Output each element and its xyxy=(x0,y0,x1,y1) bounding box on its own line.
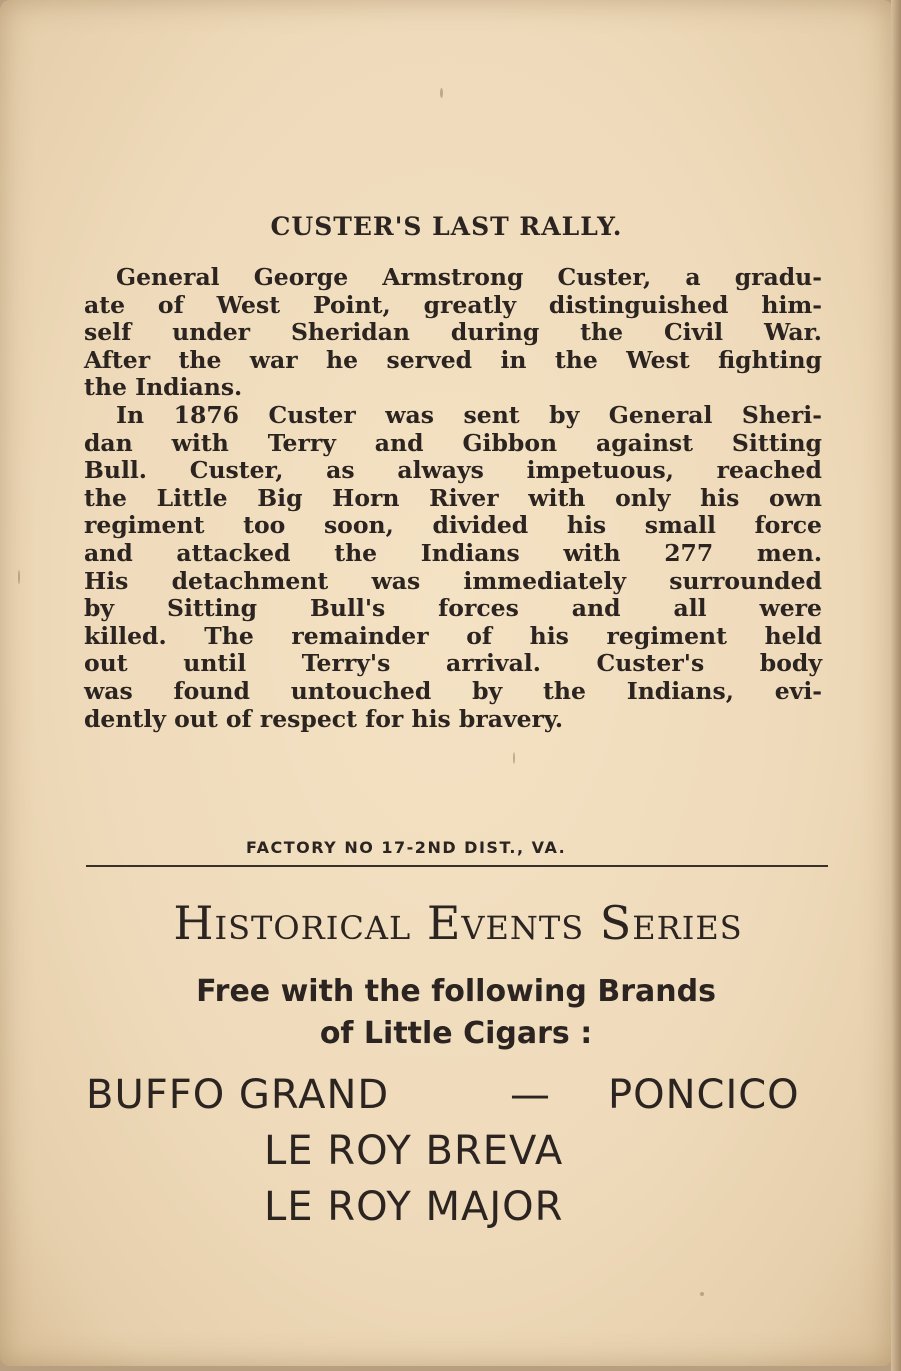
brand-dash: — xyxy=(510,1072,551,1118)
text-line: General George Armstrong Custer, a gradu- xyxy=(116,263,822,291)
brand-poncico: PONCICO xyxy=(608,1072,800,1118)
brand-le-roy-breva: LE ROY BREVA xyxy=(264,1128,564,1174)
text-line: Bull. Custer, as always impetuous, reached xyxy=(84,456,822,485)
text-line: killed. The remainder of his regiment held xyxy=(84,621,822,650)
text-line: dently out of respect for his bravery. xyxy=(84,704,564,733)
brand-le-roy-major: LE ROY MAJOR xyxy=(264,1184,564,1230)
text-line: the Indians. xyxy=(84,373,243,402)
text-line: In 1876 Custer was sent by General Sheri- xyxy=(116,401,822,429)
text-line: ate of West Point, greatly distinguished him- xyxy=(84,290,822,319)
paper-speck xyxy=(18,570,20,584)
text-line: the Little Big Horn River with only his own xyxy=(84,483,822,512)
text-line: and attacked the Indians with 277 men. xyxy=(84,538,822,567)
paragraph-2 xyxy=(84,402,822,733)
paragraph-1 xyxy=(84,264,822,402)
free-line-2: of Little Cigars : xyxy=(319,1016,593,1051)
paper-speck xyxy=(513,752,515,764)
card-edge xyxy=(891,0,901,1371)
text-line: out until Terry's arrival. Custer's body xyxy=(84,649,822,678)
divider xyxy=(86,865,828,867)
text-line: After the war he served in the West fighting xyxy=(84,345,822,374)
series-title: Historical Events Series xyxy=(173,896,743,950)
paper-speck xyxy=(700,1292,704,1296)
page-title: CUSTER'S LAST RALLY. xyxy=(270,212,623,241)
text-line: by Sitting Bull's forces and all were xyxy=(84,594,822,623)
brand-buffo-grand: BUFFO GRAND xyxy=(86,1072,390,1118)
text-line: regiment too soon, divided his small force xyxy=(84,511,822,540)
paper-speck xyxy=(440,88,443,98)
text-line: was found untouched by the Indians, evi- xyxy=(84,676,822,705)
text-line: self under Sheridan during the Civil War. xyxy=(84,318,822,347)
text-line: dan with Terry and Gibbon against Sitting xyxy=(84,428,822,457)
text-line: His detachment was immediately surrounded xyxy=(84,566,822,595)
free-line-1: Free with the following Brands xyxy=(196,974,716,1009)
factory-number: FACTORY NO 17-2ND DIST., VA. xyxy=(246,838,567,857)
